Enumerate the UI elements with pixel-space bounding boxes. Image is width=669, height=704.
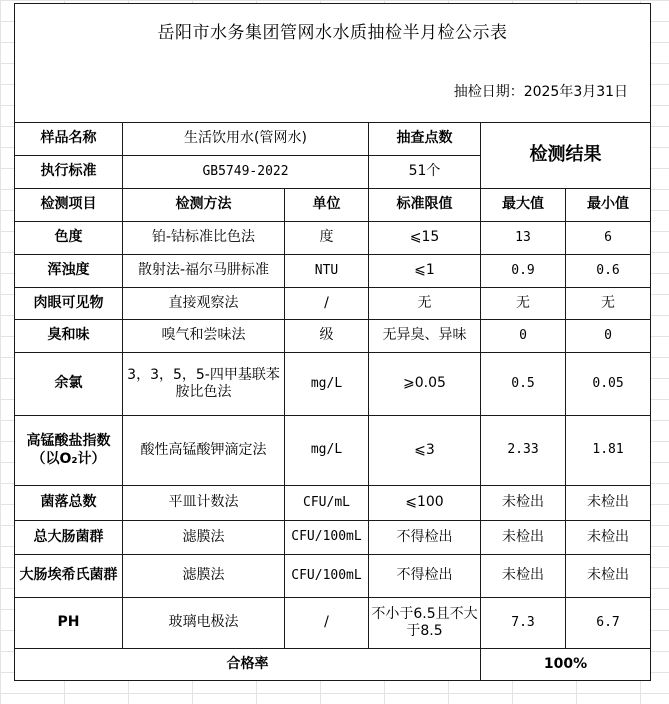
row-min: 0 [566,320,651,353]
row-method: 3，3，5，5-四甲基联苯胺比色法 [123,353,285,416]
row-item: 肉眼可见物 [15,288,123,320]
water-quality-table [14,3,651,681]
row-limit: 无 [369,288,481,320]
row-method: 酸性高锰酸钾滴定法 [123,416,285,486]
row-item: PH [15,598,123,649]
pass-rate-label: 合格率 [15,649,481,681]
row-item: 高锰酸盐指数（以O₂计） [15,416,123,486]
table-row [15,255,651,288]
pass-rate-value: 100% [481,649,651,681]
row-item: 大肠埃希氏菌群 [15,555,123,598]
row-min: 未检出 [566,555,651,598]
row-min: 0.6 [566,255,651,288]
row-limit: 不得检出 [369,555,481,598]
row-min: 6.7 [566,598,651,649]
standard-value: GB5749-2022 [123,156,369,189]
table-row [15,486,651,521]
check-points-value: 51个 [369,156,481,189]
table-row [15,416,651,486]
table-row [15,521,651,555]
row-max: 0.5 [481,353,566,416]
row-limit: 不小于6.5且不大于8.5 [369,598,481,649]
row-max: 0 [481,320,566,353]
table-row [15,353,651,416]
row-min: 0.05 [566,353,651,416]
row-max: 未检出 [481,521,566,555]
row-min: 未检出 [566,521,651,555]
header-method: 检测方法 [123,189,285,222]
row-method: 平皿计数法 [123,486,285,521]
row-unit: / [285,598,369,649]
row-unit: NTU [285,255,369,288]
row-limit: ⩽15 [369,222,481,255]
row-item: 总大肠菌群 [15,521,123,555]
check-points-label: 抽查点数 [369,123,481,156]
row-limit: ⩾0.05 [369,353,481,416]
standard-label: 执行标准 [15,156,123,189]
row-method: 铂-钴标准比色法 [123,222,285,255]
row-method: 嗅气和尝味法 [123,320,285,353]
row-max: 未检出 [481,555,566,598]
row-min: 未检出 [566,486,651,521]
row-max: 0.9 [481,255,566,288]
row-min: 1.81 [566,416,651,486]
result-label: 检测结果 [481,123,651,189]
row-item: 色度 [15,222,123,255]
row-method: 滤膜法 [123,521,285,555]
row-method: 散射法-福尔马肼标准 [123,255,285,288]
row-max: 无 [481,288,566,320]
table-title: 岳阳市水务集团管网水水质抽检半月检公示表 [15,4,651,64]
row-max: 未检出 [481,486,566,521]
row-limit: 无异臭、异味 [369,320,481,353]
row-min: 无 [566,288,651,320]
row-unit: CFU/100mL [285,521,369,555]
row-method: 滤膜法 [123,555,285,598]
row-max: 13 [481,222,566,255]
row-item: 臭和味 [15,320,123,353]
sampling-date: 抽检日期：2025年3月31日 [15,64,651,123]
row-item: 菌落总数 [15,486,123,521]
table-row [15,598,651,649]
row-limit: 不得检出 [369,521,481,555]
sample-name-label: 样品名称 [15,123,123,156]
row-min: 6 [566,222,651,255]
row-limit: ⩽100 [369,486,481,521]
table-row [15,288,651,320]
row-unit: CFU/mL [285,486,369,521]
row-unit: mg/L [285,416,369,486]
row-item: 余氯 [15,353,123,416]
header-max: 最大值 [481,189,566,222]
row-unit: CFU/100mL [285,555,369,598]
sample-name-value: 生活饮用水(管网水) [123,123,369,156]
row-method: 玻璃电极法 [123,598,285,649]
row-unit: 级 [285,320,369,353]
header-min: 最小值 [566,189,651,222]
row-limit: ⩽1 [369,255,481,288]
table-row [15,222,651,255]
row-unit: mg/L [285,353,369,416]
header-limit: 标准限值 [369,189,481,222]
table-row [15,320,651,353]
row-unit: 度 [285,222,369,255]
row-max: 7.3 [481,598,566,649]
row-max: 2.33 [481,416,566,486]
row-limit: ⩽3 [369,416,481,486]
row-item: 浑浊度 [15,255,123,288]
row-method: 直接观察法 [123,288,285,320]
row-unit: / [285,288,369,320]
header-item: 检测项目 [15,189,123,222]
header-unit: 单位 [285,189,369,222]
table-row [15,555,651,598]
